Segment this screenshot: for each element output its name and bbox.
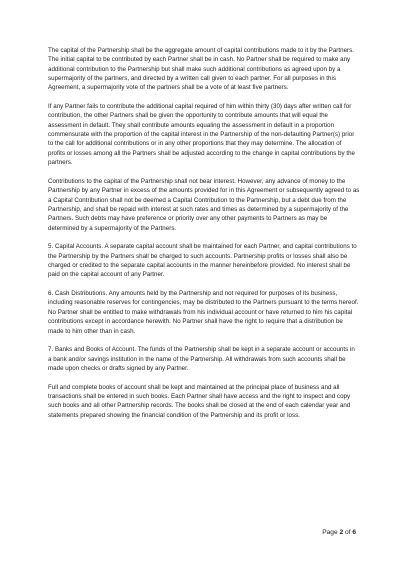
- page-number-footer: [322, 529, 356, 536]
- paragraph-cash-distributions: 6. Cash Distributions. Any amounts held by the Partnership and not required for purposes of its business, including reasonable reserves for contingencies, may be distributed to the Partners pursuant to the terms hereof. No Partner shall be entitled to make withdrawals from his individual account or have returned to him his capital contributions except in accordance herewith. No Partner shall have the right to require that a distribution be made to him other than in cash.: [48, 290, 359, 335]
- paragraph-capital: The capital of the Partnership shall be the aggregate amount of capital contributions made to it by the Partners. The initial capital to be contributed by each Partner shall be in cash. No Partner shall be required to make any additional contribution to the Partnership but shall make such additional contributions as agreed upon by a supermajority of the partners, and directed by a written call given to each partner. For all purposes in this Agreement, a supermajority vote of the partners shall be a vote of at least five partners.: [48, 47, 354, 92]
- paragraph-contribution-interest: Contributions to the capital of the Partnership shall not bear interest. However, any advance of money to the Partnership by any Partner in excess of the amounts provided for in this Agreement or subsequently agreed to as a Capital Contribution shall not be deemed a Capital Contribution to the Partnership, but a debt due from the Partnership, and shall be repaid with interest at such rates and times as determined by a supermajority of the Partners. Such debts may have preference or priority over any other payments to Partners as may be determined by a supermajority of the Partners.: [48, 177, 360, 232]
- total-pages-number: 6: [352, 529, 356, 536]
- paragraph-capital-accounts: 5. Capital Accounts. A separate capital account shall be maintained for each Partner, and capital contributions to the Partnership by the Partners shall be charged to such accounts. Partnership profits or losses shall also be charged or credited to the separate capital accounts in the manner hereinbefore provided. No interest shall be paid on the capital account of any Partner.: [48, 243, 357, 279]
- paragraph-banks-books: 7. Banks and Books of Account. The funds of the Partnership shall be kept in a separate account or accounts in a bank and/or savings institution in the name of the Partnership. All withdrawals from such accounts shall be made upon checks or drafts signed by any Partner.: [48, 346, 355, 372]
- document-body: [48, 46, 360, 429]
- paragraph-additional-capital-default: If any Partner fails to contribute the additional capital required of him within thirty (30) days after written call for contribution, the other Partners shall be given the opportunity to contribute amounts that will equal the assessment in default. They shall contribute amounts equaling the assessment in default in a proportion commensurate with the proportion of the capital interest in the Partnership of the non-defaulting Partner(s) prior to the call for additional contributions or in any other proportions that they may determine. The allocation of profits or losses among all the Partners shall be adjusted according to the change in capital contributions by the partners.: [48, 103, 356, 167]
- current-page-number: 2: [339, 529, 344, 536]
- page-label: Page: [322, 529, 338, 536]
- of-label: of: [344, 529, 351, 536]
- paragraph-books-of-account: Full and complete books of account shall be kept and maintained at the principal place of business and all transactions shall be entered in such books. Each Partner shall have access and the right to inspect and copy such books and all other Partnership records. The books shall be closed at the end of each calendar year and statements prepared showing the financial condition of the Partnership and its profit or loss.: [48, 383, 351, 419]
